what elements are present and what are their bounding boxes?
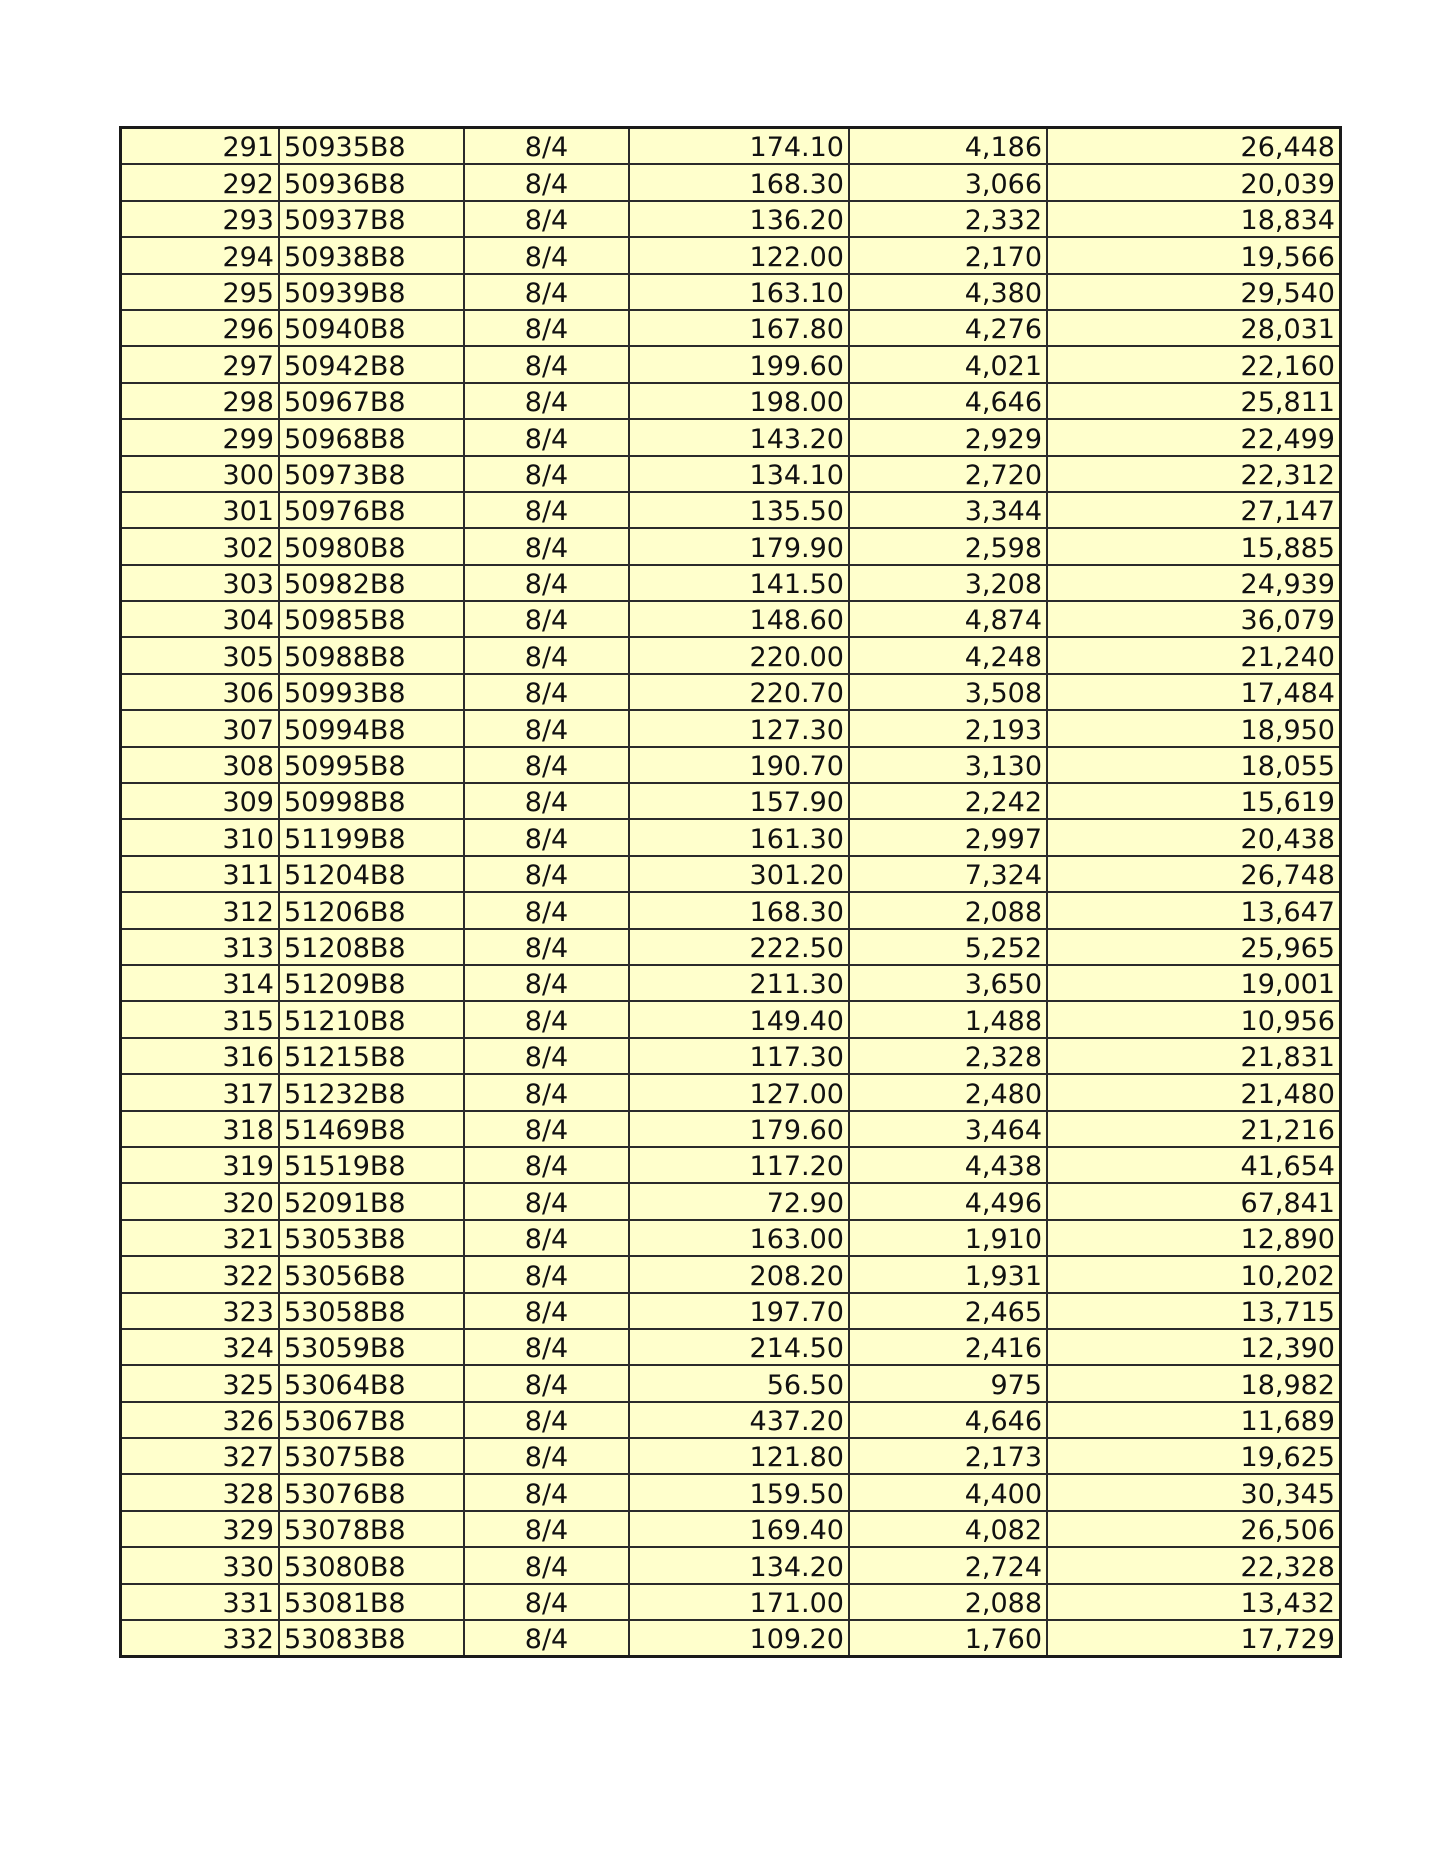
row-number-cell: 294 [121,237,280,273]
thickness-cell: 8/4 [464,1402,629,1438]
item-code-cell: 50998B8 [279,783,464,819]
volume-cell: 134.20 [629,1547,849,1583]
amount-cell: 1,760 [849,1620,1047,1657]
item-code-cell: 51204B8 [279,856,464,892]
amount-cell: 4,496 [849,1183,1047,1219]
thickness-cell: 8/4 [464,819,629,855]
value-cell: 17,729 [1047,1620,1341,1657]
item-code-cell: 50988B8 [279,637,464,673]
value-cell: 26,448 [1047,128,1341,165]
thickness-cell: 8/4 [464,1365,629,1401]
value-cell: 26,506 [1047,1511,1341,1547]
amount-cell: 4,082 [849,1511,1047,1547]
row-number-cell: 325 [121,1365,280,1401]
row-number-cell: 310 [121,819,280,855]
thickness-cell: 8/4 [464,383,629,419]
value-cell: 18,055 [1047,747,1341,783]
item-code-cell: 53058B8 [279,1293,464,1329]
volume-cell: 143.20 [629,419,849,455]
thickness-cell: 8/4 [464,346,629,382]
value-cell: 13,715 [1047,1293,1341,1329]
volume-cell: 199.60 [629,346,849,382]
thickness-cell: 8/4 [464,1293,629,1329]
thickness-cell: 8/4 [464,674,629,710]
thickness-cell: 8/4 [464,274,629,310]
amount-cell: 2,242 [849,783,1047,819]
amount-cell: 1,931 [849,1256,1047,1292]
value-cell: 15,885 [1047,528,1341,564]
item-code-cell: 53080B8 [279,1547,464,1583]
thickness-cell: 8/4 [464,1147,629,1183]
value-cell: 24,939 [1047,565,1341,601]
table-row [121,1402,1341,1438]
thickness-cell: 8/4 [464,856,629,892]
table-row [121,929,1341,965]
thickness-cell: 8/4 [464,710,629,746]
row-number-cell: 302 [121,528,280,564]
volume-cell: 220.70 [629,674,849,710]
thickness-cell: 8/4 [464,1547,629,1583]
item-code-cell: 50994B8 [279,710,464,746]
item-code-cell: 53083B8 [279,1620,464,1657]
row-number-cell: 312 [121,892,280,928]
item-code-cell: 50936B8 [279,164,464,200]
row-number-cell: 323 [121,1293,280,1329]
thickness-cell: 8/4 [464,1001,629,1037]
item-code-cell: 50935B8 [279,128,464,165]
thickness-cell: 8/4 [464,1111,629,1147]
thickness-cell: 8/4 [464,783,629,819]
amount-cell: 4,874 [849,601,1047,637]
table-row [121,456,1341,492]
volume-cell: 149.40 [629,1001,849,1037]
value-cell: 11,689 [1047,1402,1341,1438]
table-row [121,1584,1341,1620]
thickness-cell: 8/4 [464,201,629,237]
volume-cell: 72.90 [629,1183,849,1219]
row-number-cell: 314 [121,965,280,1001]
table-row [121,128,1341,165]
value-cell: 21,216 [1047,1111,1341,1147]
value-cell: 15,619 [1047,783,1341,819]
thickness-cell: 8/4 [464,1329,629,1365]
table-row [121,710,1341,746]
amount-cell: 2,480 [849,1074,1047,1110]
volume-cell: 179.60 [629,1111,849,1147]
row-number-cell: 299 [121,419,280,455]
amount-cell: 4,438 [849,1147,1047,1183]
volume-cell: 211.30 [629,965,849,1001]
volume-cell: 222.50 [629,929,849,965]
value-cell: 20,039 [1047,164,1341,200]
row-number-cell: 315 [121,1001,280,1037]
table-row [121,164,1341,200]
table-row [121,601,1341,637]
amount-cell: 2,193 [849,710,1047,746]
item-code-cell: 50942B8 [279,346,464,382]
item-code-cell: 51199B8 [279,819,464,855]
table-row [121,747,1341,783]
row-number-cell: 329 [121,1511,280,1547]
value-cell: 19,001 [1047,965,1341,1001]
value-cell: 22,499 [1047,419,1341,455]
row-number-cell: 311 [121,856,280,892]
row-number-cell: 324 [121,1329,280,1365]
thickness-cell: 8/4 [464,1584,629,1620]
amount-cell: 2,088 [849,1584,1047,1620]
volume-cell: 121.80 [629,1438,849,1474]
row-number-cell: 296 [121,310,280,346]
amount-cell: 2,997 [849,819,1047,855]
volume-cell: 220.00 [629,637,849,673]
table-row [121,528,1341,564]
item-code-cell: 50993B8 [279,674,464,710]
value-cell: 20,438 [1047,819,1341,855]
row-number-cell: 322 [121,1256,280,1292]
thickness-cell: 8/4 [464,237,629,273]
row-number-cell: 308 [121,747,280,783]
thickness-cell: 8/4 [464,528,629,564]
table-row [121,1365,1341,1401]
value-cell: 27,147 [1047,492,1341,528]
item-code-cell: 51469B8 [279,1111,464,1147]
row-number-cell: 320 [121,1183,280,1219]
value-cell: 12,890 [1047,1220,1341,1256]
table-row [121,783,1341,819]
amount-cell: 2,088 [849,892,1047,928]
item-code-cell: 50967B8 [279,383,464,419]
thickness-cell: 8/4 [464,1183,629,1219]
row-number-cell: 328 [121,1474,280,1510]
item-code-cell: 50940B8 [279,310,464,346]
thickness-cell: 8/4 [464,601,629,637]
amount-cell: 4,248 [849,637,1047,673]
item-code-cell: 53053B8 [279,1220,464,1256]
item-code-cell: 53081B8 [279,1584,464,1620]
volume-cell: 214.50 [629,1329,849,1365]
row-number-cell: 303 [121,565,280,601]
volume-cell: 136.20 [629,201,849,237]
row-number-cell: 297 [121,346,280,382]
amount-cell: 3,464 [849,1111,1047,1147]
row-number-cell: 331 [121,1584,280,1620]
amount-cell: 2,173 [849,1438,1047,1474]
thickness-cell: 8/4 [464,310,629,346]
table-row [121,1111,1341,1147]
amount-cell: 3,650 [849,965,1047,1001]
amount-cell: 2,332 [849,201,1047,237]
table-row [121,565,1341,601]
thickness-cell: 8/4 [464,1256,629,1292]
item-code-cell: 53075B8 [279,1438,464,1474]
volume-cell: 168.30 [629,892,849,928]
table-row [121,1547,1341,1583]
volume-cell: 127.00 [629,1074,849,1110]
value-cell: 29,540 [1047,274,1341,310]
row-number-cell: 326 [121,1402,280,1438]
table-row [121,1001,1341,1037]
table-row [121,1147,1341,1183]
volume-cell: 179.90 [629,528,849,564]
item-code-cell: 50937B8 [279,201,464,237]
value-cell: 17,484 [1047,674,1341,710]
amount-cell: 2,724 [849,1547,1047,1583]
amount-cell: 4,276 [849,310,1047,346]
table-row [121,1438,1341,1474]
value-cell: 41,654 [1047,1147,1341,1183]
row-number-cell: 319 [121,1147,280,1183]
item-code-cell: 51210B8 [279,1001,464,1037]
volume-cell: 437.20 [629,1402,849,1438]
row-number-cell: 292 [121,164,280,200]
table-row [121,856,1341,892]
value-cell: 26,748 [1047,856,1341,892]
item-code-cell: 50995B8 [279,747,464,783]
amount-cell: 1,488 [849,1001,1047,1037]
volume-cell: 169.40 [629,1511,849,1547]
value-cell: 19,625 [1047,1438,1341,1474]
amount-cell: 2,465 [849,1293,1047,1329]
thickness-cell: 8/4 [464,892,629,928]
table-row [121,419,1341,455]
thickness-cell: 8/4 [464,128,629,165]
thickness-cell: 8/4 [464,1220,629,1256]
data-table [119,126,1342,1658]
thickness-cell: 8/4 [464,1474,629,1510]
table-row [121,1293,1341,1329]
table-row [121,492,1341,528]
table-row [121,1038,1341,1074]
amount-cell: 975 [849,1365,1047,1401]
value-cell: 10,956 [1047,1001,1341,1037]
volume-cell: 163.00 [629,1220,849,1256]
table-row [121,346,1341,382]
value-cell: 67,841 [1047,1183,1341,1219]
value-cell: 25,811 [1047,383,1341,419]
item-code-cell: 53067B8 [279,1402,464,1438]
value-cell: 21,480 [1047,1074,1341,1110]
value-cell: 36,079 [1047,601,1341,637]
table-row [121,1220,1341,1256]
value-cell: 22,160 [1047,346,1341,382]
volume-cell: 167.80 [629,310,849,346]
amount-cell: 4,380 [849,274,1047,310]
table-row [121,892,1341,928]
row-number-cell: 313 [121,929,280,965]
table-row [121,383,1341,419]
volume-cell: 117.20 [629,1147,849,1183]
value-cell: 30,345 [1047,1474,1341,1510]
table-row [121,637,1341,673]
row-number-cell: 321 [121,1220,280,1256]
amount-cell: 3,066 [849,164,1047,200]
row-number-cell: 327 [121,1438,280,1474]
item-code-cell: 50980B8 [279,528,464,564]
item-code-cell: 53059B8 [279,1329,464,1365]
table-row [121,1183,1341,1219]
item-code-cell: 51215B8 [279,1038,464,1074]
table-row [121,201,1341,237]
table-row [121,1474,1341,1510]
table-row [121,674,1341,710]
thickness-cell: 8/4 [464,419,629,455]
row-number-cell: 298 [121,383,280,419]
table-row [121,274,1341,310]
item-code-cell: 51232B8 [279,1074,464,1110]
volume-cell: 161.30 [629,819,849,855]
item-code-cell: 50982B8 [279,565,464,601]
row-number-cell: 304 [121,601,280,637]
thickness-cell: 8/4 [464,929,629,965]
thickness-cell: 8/4 [464,1074,629,1110]
table-row [121,1620,1341,1657]
volume-cell: 198.00 [629,383,849,419]
item-code-cell: 50938B8 [279,237,464,273]
value-cell: 22,328 [1047,1547,1341,1583]
volume-cell: 168.30 [629,164,849,200]
item-code-cell: 50939B8 [279,274,464,310]
row-number-cell: 300 [121,456,280,492]
thickness-cell: 8/4 [464,565,629,601]
item-code-cell: 50973B8 [279,456,464,492]
item-code-cell: 51519B8 [279,1147,464,1183]
value-cell: 18,950 [1047,710,1341,746]
amount-cell: 4,646 [849,383,1047,419]
volume-cell: 174.10 [629,128,849,165]
value-cell: 19,566 [1047,237,1341,273]
thickness-cell: 8/4 [464,1038,629,1074]
thickness-cell: 8/4 [464,1511,629,1547]
table-row [121,819,1341,855]
volume-cell: 163.10 [629,274,849,310]
amount-cell: 2,328 [849,1038,1047,1074]
thickness-cell: 8/4 [464,965,629,1001]
value-cell: 10,202 [1047,1256,1341,1292]
amount-cell: 3,344 [849,492,1047,528]
amount-cell: 3,130 [849,747,1047,783]
volume-cell: 148.60 [629,601,849,637]
value-cell: 22,312 [1047,456,1341,492]
thickness-cell: 8/4 [464,456,629,492]
amount-cell: 2,720 [849,456,1047,492]
item-code-cell: 51206B8 [279,892,464,928]
amount-cell: 4,646 [849,1402,1047,1438]
item-code-cell: 51208B8 [279,929,464,965]
row-number-cell: 307 [121,710,280,746]
item-code-cell: 50968B8 [279,419,464,455]
item-code-cell: 52091B8 [279,1183,464,1219]
thickness-cell: 8/4 [464,492,629,528]
value-cell: 28,031 [1047,310,1341,346]
item-code-cell: 53056B8 [279,1256,464,1292]
volume-cell: 127.30 [629,710,849,746]
table-body [121,128,1341,1657]
table-row [121,1256,1341,1292]
volume-cell: 135.50 [629,492,849,528]
row-number-cell: 295 [121,274,280,310]
row-number-cell: 330 [121,1547,280,1583]
amount-cell: 2,416 [849,1329,1047,1365]
item-code-cell: 50985B8 [279,601,464,637]
table-row [121,1329,1341,1365]
volume-cell: 197.70 [629,1293,849,1329]
amount-cell: 1,910 [849,1220,1047,1256]
table-row [121,237,1341,273]
volume-cell: 157.90 [629,783,849,819]
amount-cell: 2,929 [849,419,1047,455]
table-row [121,1511,1341,1547]
thickness-cell: 8/4 [464,747,629,783]
volume-cell: 190.70 [629,747,849,783]
amount-cell: 4,021 [849,346,1047,382]
row-number-cell: 306 [121,674,280,710]
thickness-cell: 8/4 [464,1438,629,1474]
row-number-cell: 332 [121,1620,280,1657]
row-number-cell: 316 [121,1038,280,1074]
thickness-cell: 8/4 [464,1620,629,1657]
row-number-cell: 293 [121,201,280,237]
item-code-cell: 51209B8 [279,965,464,1001]
table-row [121,310,1341,346]
value-cell: 13,647 [1047,892,1341,928]
volume-cell: 134.10 [629,456,849,492]
volume-cell: 109.20 [629,1620,849,1657]
thickness-cell: 8/4 [464,164,629,200]
row-number-cell: 291 [121,128,280,165]
amount-cell: 4,400 [849,1474,1047,1510]
row-number-cell: 317 [121,1074,280,1110]
item-code-cell: 53064B8 [279,1365,464,1401]
table-row [121,965,1341,1001]
volume-cell: 122.00 [629,237,849,273]
amount-cell: 7,324 [849,856,1047,892]
amount-cell: 5,252 [849,929,1047,965]
item-code-cell: 53076B8 [279,1474,464,1510]
thickness-cell: 8/4 [464,637,629,673]
value-cell: 12,390 [1047,1329,1341,1365]
value-cell: 18,982 [1047,1365,1341,1401]
volume-cell: 171.00 [629,1584,849,1620]
volume-cell: 117.30 [629,1038,849,1074]
row-number-cell: 318 [121,1111,280,1147]
volume-cell: 141.50 [629,565,849,601]
value-cell: 25,965 [1047,929,1341,965]
item-code-cell: 50976B8 [279,492,464,528]
value-cell: 18,834 [1047,201,1341,237]
volume-cell: 208.20 [629,1256,849,1292]
row-number-cell: 305 [121,637,280,673]
table-row [121,1074,1341,1110]
volume-cell: 56.50 [629,1365,849,1401]
amount-cell: 3,508 [849,674,1047,710]
value-cell: 21,240 [1047,637,1341,673]
volume-cell: 159.50 [629,1474,849,1510]
item-code-cell: 53078B8 [279,1511,464,1547]
row-number-cell: 301 [121,492,280,528]
amount-cell: 2,170 [849,237,1047,273]
volume-cell: 301.20 [629,856,849,892]
amount-cell: 4,186 [849,128,1047,165]
amount-cell: 2,598 [849,528,1047,564]
row-number-cell: 309 [121,783,280,819]
amount-cell: 3,208 [849,565,1047,601]
value-cell: 21,831 [1047,1038,1341,1074]
value-cell: 13,432 [1047,1584,1341,1620]
